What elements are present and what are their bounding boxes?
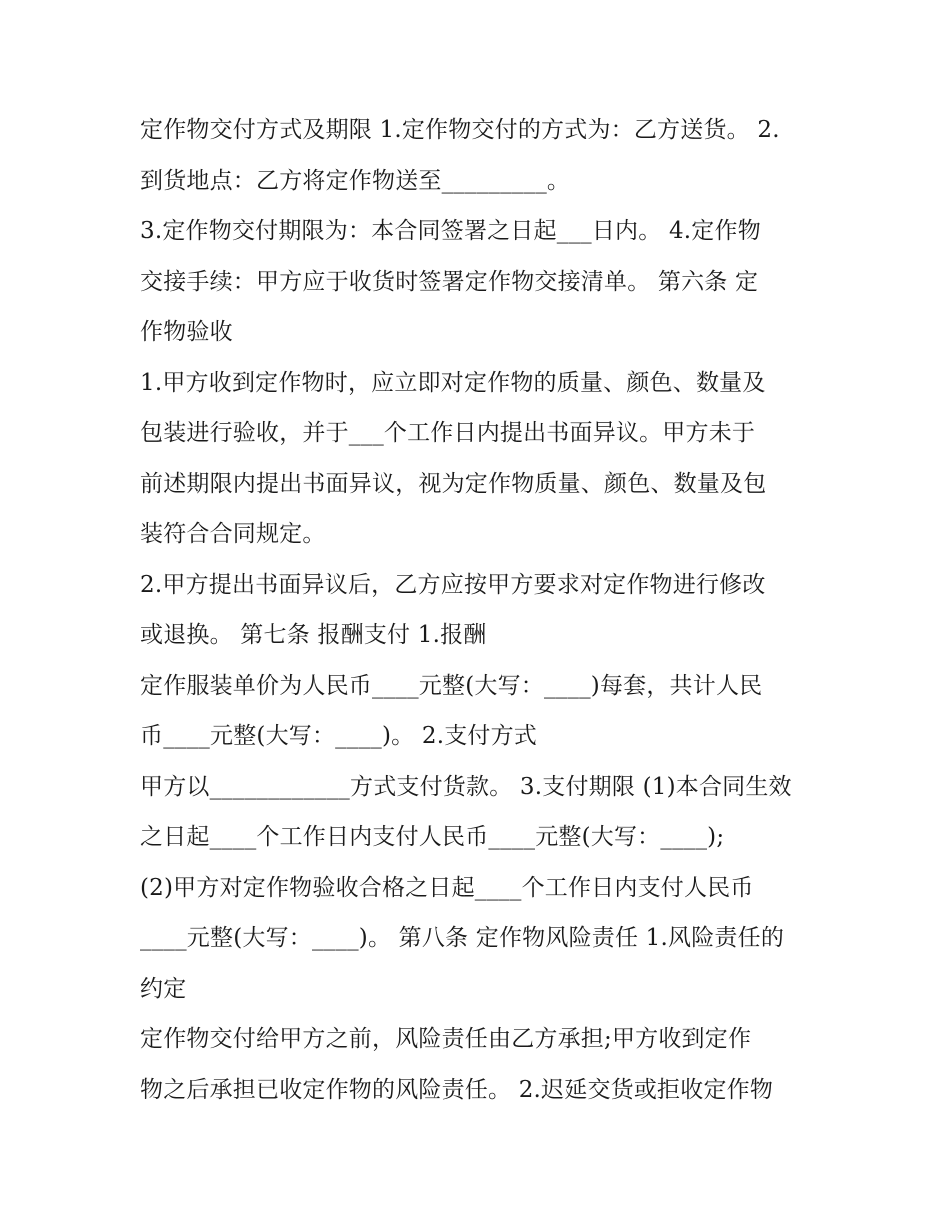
text-line: 3.定作物交付期限为：本合同签署之日起___日内。 4.定作物 — [140, 218, 761, 244]
text-line: 交接手续：甲方应于收货时签署定作物交接清单。 第六条 定 — [140, 269, 759, 295]
text-line: 之日起____个工作日内支付人民币____元整(大写：____); — [140, 824, 725, 850]
text-line: 作物验收 — [140, 319, 233, 345]
text-line: 定作物交付给甲方之前，风险责任由乙方承担;甲方收到定作 — [140, 1026, 752, 1052]
text-line: 约定 — [140, 976, 187, 1002]
text-line: ____元整(大写：____)。 第八条 定作物风险责任 1.风险责任的 — [140, 925, 785, 951]
text-line: 币____元整(大写：____)。 2.支付方式 — [140, 723, 538, 749]
text-line: 或退换。 第七条 报酬支付 1.报酬 — [140, 622, 487, 648]
text-line: 前述期限内提出书面异议，视为定作物质量、颜色、数量及包 — [140, 471, 767, 497]
text-line: 装符合合同规定。 — [140, 521, 326, 547]
text-line: 定作物交付方式及期限 1.定作物交付的方式为：乙方送货。 2. — [140, 117, 780, 143]
text-line: 1.甲方收到定作物时，应立即对定作物的质量、颜色、数量及 — [140, 370, 766, 396]
text-line: (2)甲方对定作物验收合格之日起____个工作日内支付人民币 — [140, 875, 754, 901]
text-line: 2.甲方提出书面异议后，乙方应按甲方要求对定作物进行修改 — [140, 572, 766, 598]
text-line: 定作服装单价为人民币____元整(大写：____)每套，共计人民 — [140, 673, 763, 699]
text-line: 到货地点：乙方将定作物送至_________。 — [140, 168, 571, 194]
text-line: 包装进行验收，并于___个工作日内提出书面异议。甲方未于 — [140, 420, 756, 446]
text-line: 甲方以____________方式支付货款。 3.支付期限 (1)本合同生效 — [140, 774, 792, 800]
text-line: 物之后承担已收定作物的风险责任。 2.迟延交货或拒收定作物 — [140, 1077, 774, 1103]
